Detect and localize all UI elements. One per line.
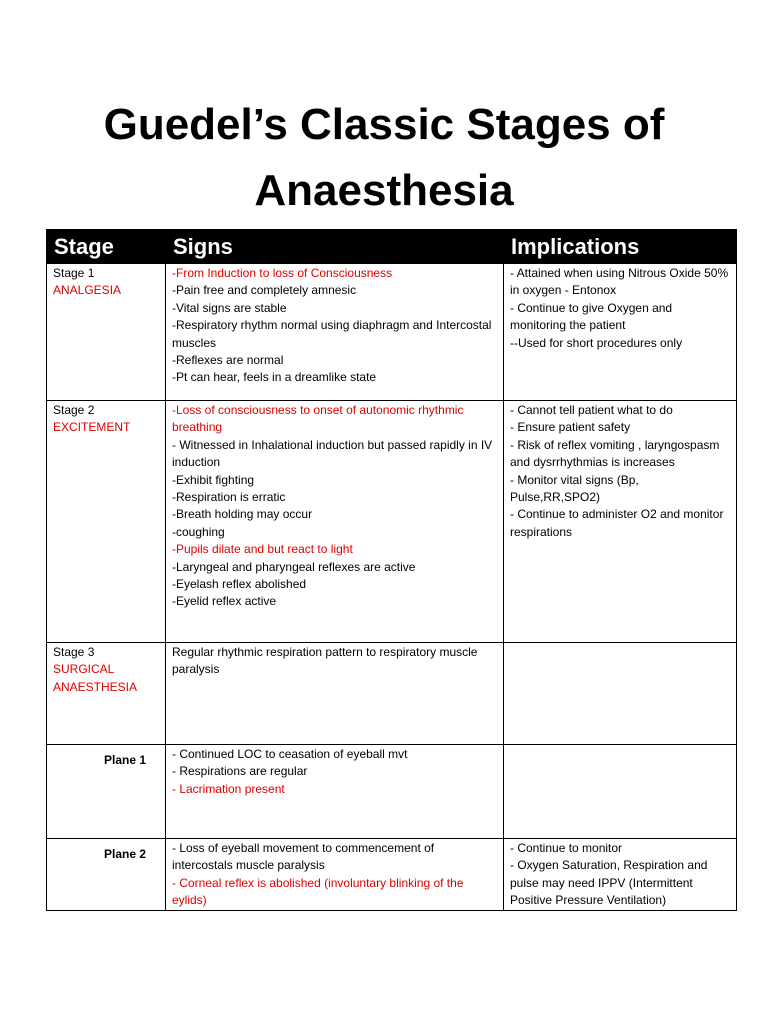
implications-cell: [504, 745, 737, 839]
sign-item: -Respiration is erratic: [172, 490, 286, 505]
implication-item: - Continue to give Oxygen and monitoring the patient: [510, 300, 673, 333]
sign-item: -Breath holding may occur: [172, 507, 313, 522]
sign-item: -From Induction to loss of Consciousness: [172, 266, 393, 280]
stage-cell: [47, 643, 166, 745]
table-row: [47, 745, 737, 839]
page-title: [0, 92, 768, 224]
sign-item: - Lacrimation present: [172, 781, 285, 796]
stage-label: Stage 2: [53, 403, 95, 417]
signs-cell: [166, 839, 504, 911]
header-implications: Implications: [504, 230, 737, 264]
implication-item: --Used for short procedures only: [510, 335, 683, 350]
sign-item: -Exhibit fighting: [172, 472, 255, 487]
signs-cell: [166, 745, 504, 839]
implications-cell: [504, 401, 737, 643]
stage-name: EXCITEMENT: [53, 420, 131, 435]
stage-cell: [47, 401, 166, 643]
table-row: [47, 839, 737, 911]
plane-cell: [47, 839, 166, 911]
sign-item: - Witnessed in Inhalational induction but passed rapidly in IV induction: [172, 437, 493, 470]
plane-cell: [47, 745, 166, 839]
implication-item: - Ensure patient safety: [510, 420, 631, 435]
sign-item: -coughing: [172, 524, 225, 539]
plane-label: Plane 1: [104, 753, 147, 767]
implication-item: - Attained when using Nitrous Oxide 50% in oxygen - Entonox: [510, 266, 729, 298]
signs-cell: [166, 401, 504, 643]
sign-item: -Laryngeal and pharyngeal reflexes are active: [172, 559, 416, 574]
sign-item: -Respiratory rhythm normal using diaphragm and Intercostal muscles: [172, 318, 492, 350]
sign-item: -Pt can hear, feels in a dreamlike state: [172, 370, 377, 385]
stage-name: ANALGESIA: [53, 283, 122, 298]
sign-item: - Loss of eyeball movement to commencement of intercostals muscle paralysis: [172, 841, 435, 873]
sign-item: -Pupils dilate and but react to light: [172, 542, 353, 557]
implication-item: - Monitor vital signs (Bp, Pulse,RR,SPO2): [510, 472, 639, 505]
stage-name: SURGICAL: [53, 662, 115, 677]
header-stage: Stage: [47, 230, 166, 264]
sign-item: Regular rhythmic respiration pattern to respiratory muscle paralysis: [172, 645, 478, 677]
stage-label: Stage 3: [53, 645, 95, 659]
stage-name: ANAESTHESIA: [53, 679, 138, 694]
sign-item: -Pain free and completely amnesic: [172, 283, 357, 298]
implication-item: - Oxygen Saturation, Respiration and pulse may need IPPV (Intermittent Positive Pressure Ventilation): [510, 858, 708, 908]
implication-item: - Risk of reflex vomiting , laryngospasm and dysrrhythmias is increases: [510, 437, 720, 470]
stage-label: Stage 1: [53, 266, 95, 280]
stage-cell: [47, 264, 166, 401]
sign-item: -Reflexes are normal: [172, 353, 284, 368]
table-row: [47, 643, 737, 745]
implications-cell: [504, 264, 737, 401]
sign-item: - Corneal reflex is abolished (involuntary blinking of the eylids): [172, 875, 464, 908]
sign-item: -Loss of consciousness to onset of autonomic rhythmic breathing: [172, 403, 464, 435]
table-row: [47, 401, 737, 643]
implication-item: - Continue to monitor: [510, 841, 623, 855]
implications-cell: [504, 643, 737, 745]
table-row: [47, 264, 737, 401]
signs-cell: [166, 264, 504, 401]
header-signs: Signs: [166, 230, 504, 264]
table-header-row: [47, 230, 737, 264]
stages-table: [46, 229, 737, 911]
sign-item: -Vital signs are stable: [172, 300, 287, 315]
title-line-2: Anaesthesia: [254, 166, 514, 215]
implications-cell: [504, 839, 737, 911]
implication-item: - Continue to administer O2 and monitor respirations: [510, 507, 724, 539]
sign-item: -Eyelash reflex abolished: [172, 577, 307, 592]
sign-item: - Respirations are regular: [172, 764, 308, 779]
sign-item: -Eyelid reflex active: [172, 594, 277, 609]
implication-item: - Cannot tell patient what to do: [510, 403, 673, 417]
plane-label: Plane 2: [104, 847, 147, 861]
sign-item: - Continued LOC to ceasation of eyeball mvt: [172, 747, 408, 761]
title-line-1: Guedel’s Classic Stages of: [103, 100, 665, 149]
signs-cell: [166, 643, 504, 745]
